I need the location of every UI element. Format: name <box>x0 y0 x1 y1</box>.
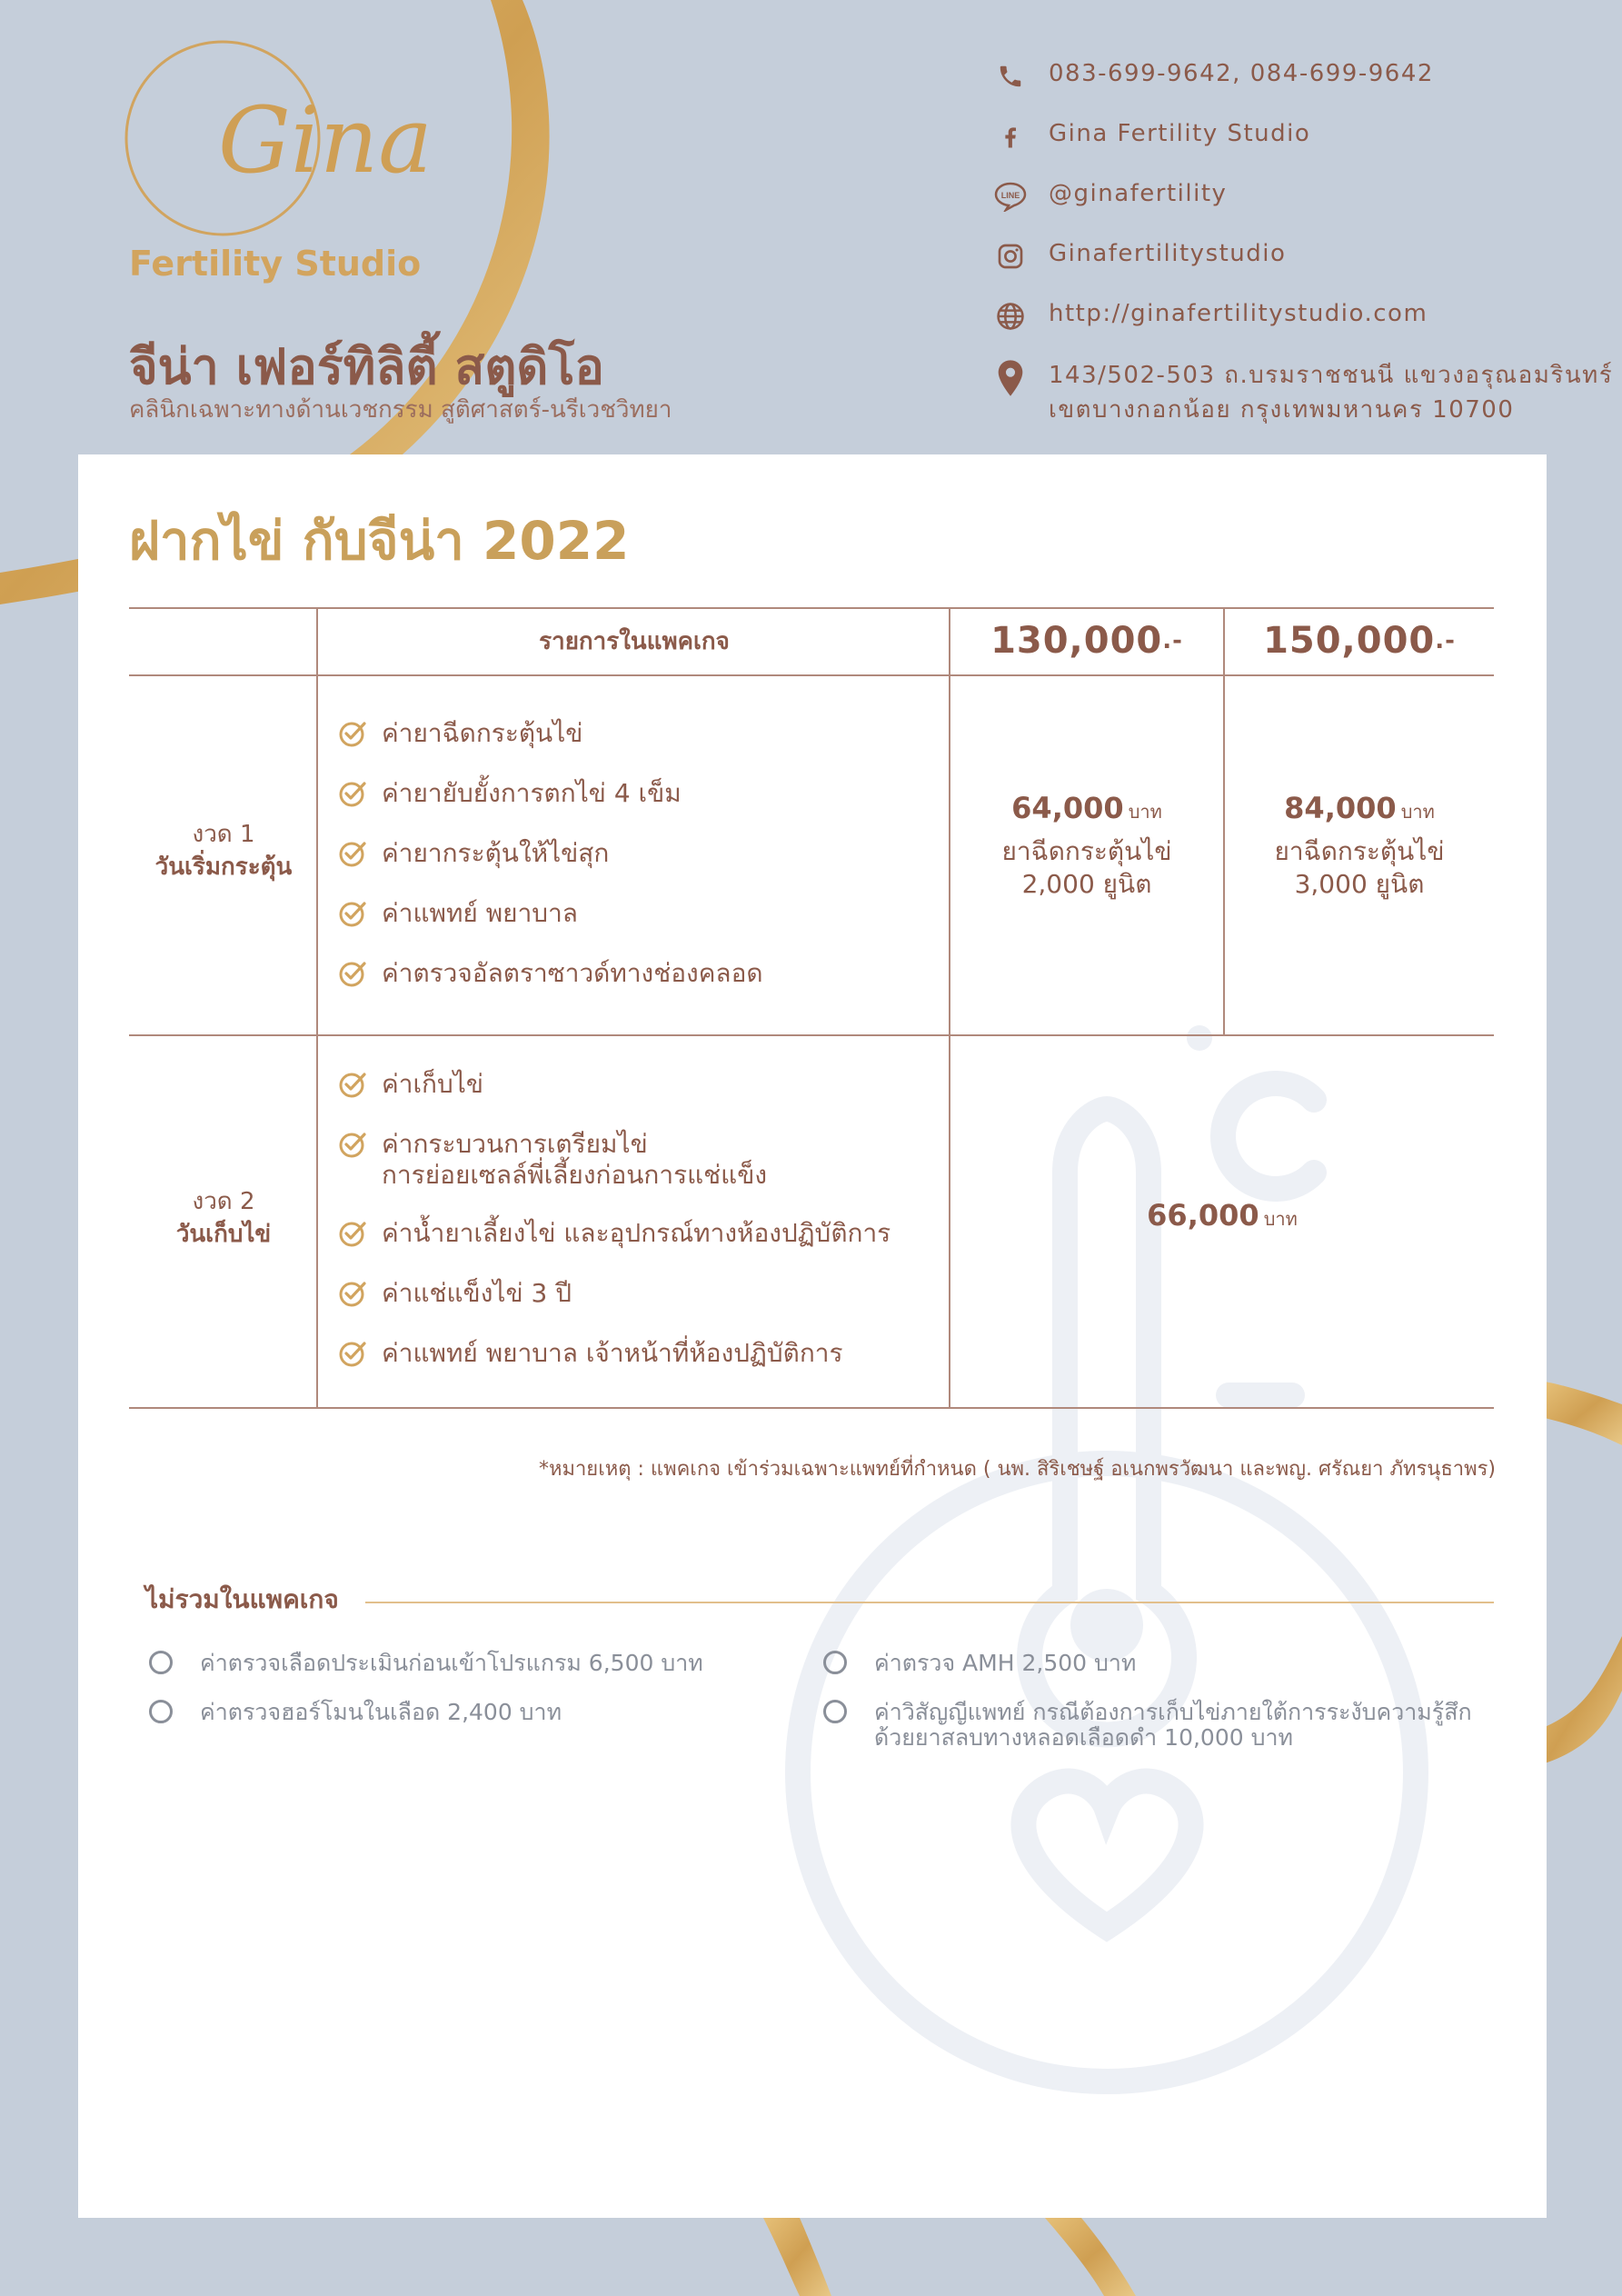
excluded-item: ค่าตรวจเลือดประเมินก่อนเข้าโปรแกรม 6,500 บาท <box>149 1651 703 1676</box>
table-header-items: รายการในแพคเกจ <box>539 627 730 655</box>
list-item: ค่ากระบวนการเตรียมไข่ การย่อยเซลล์พี่เลี้ยงก่อนการแช่แข็ง <box>338 1129 767 1191</box>
check-circle-icon <box>338 1339 367 1368</box>
list-item: ค่าตรวจอัลตราซาวด์ทางช่องคลอด <box>338 958 763 989</box>
excluded-divider <box>365 1602 1494 1603</box>
instagram-text: Ginafertilitystudio <box>1049 240 1287 267</box>
row-label-installment-1: งวด 1 วันเริ่มกระตุ้น <box>154 821 293 881</box>
circle-bullet-icon <box>823 1651 847 1674</box>
logo-subtitle: Fertility Studio <box>129 244 422 284</box>
address-line-1: 143/502-503 ถ.บรมราชชนนี แขวงอรุณอมรินทร์ <box>1049 362 1614 389</box>
check-circle-icon <box>338 1219 367 1248</box>
list-item: ค่าแช่แข็งไข่ 3 ปี <box>338 1278 572 1309</box>
contact-line <box>990 176 1227 216</box>
facebook-icon <box>990 116 1030 156</box>
check-circle-icon <box>338 959 367 988</box>
instagram-icon <box>990 236 1030 276</box>
svg-text:LINE: LINE <box>1000 191 1020 200</box>
circle-bullet-icon <box>823 1700 847 1723</box>
table-rule <box>129 1407 1494 1409</box>
package-price-130000: 130,000 .- <box>990 620 1183 662</box>
list-item: ค่าแพทย์ พยาบาล เจ้าหน้าที่ห้องปฏิบัติการ <box>338 1338 843 1369</box>
check-circle-icon <box>338 1130 367 1159</box>
logo-script-text: Gina <box>218 87 433 194</box>
gina-logo <box>109 36 433 300</box>
brand-name-thai: จีน่า เฟอร์ทิลิตี้ สตูดิโอ <box>129 338 604 395</box>
list-item: ค่าน้ำยาเลี้ยงไข่ และอุปกรณ์ทางห้องปฏิบัติการ <box>338 1218 891 1249</box>
table-rule <box>129 674 1494 676</box>
location-pin-icon <box>990 358 1030 398</box>
facebook-text: Gina Fertility Studio <box>1049 120 1311 147</box>
thermometer-watermark-icon <box>78 454 1547 2218</box>
check-circle-icon <box>338 899 367 928</box>
list-item: ค่ายายับยั้งการตกไข่ 4 เข็ม <box>338 778 682 809</box>
package-price-150000: 150,000 .- <box>1263 620 1456 662</box>
contact-website[interactable] <box>990 296 1428 336</box>
excluded-item: ค่าตรวจฮอร์โมนในเลือด 2,400 บาท <box>149 1700 562 1725</box>
installment-1-price-a: 64,000 บาท ยาฉีดกระตุ้นไข่ 2,000 ยูนิต <box>1001 791 1172 899</box>
check-circle-icon <box>338 779 367 808</box>
page-title: ฝากไข่ กับจีน่า 2022 <box>129 510 630 572</box>
check-circle-icon <box>338 1279 367 1308</box>
phone-icon <box>990 56 1030 96</box>
installment-2-price: 66,000 บาท <box>1147 1198 1298 1233</box>
brand-tagline: คลินิกเฉพาะทางด้านเวชกรรม สูติศาสตร์-นรีเวชวิทยา <box>129 396 672 424</box>
list-item: ค่าเก็บไข่ <box>338 1069 483 1100</box>
address-line-2: เขตบางกอกน้อย กรุงเทพมหานคร 10700 <box>1049 396 1515 424</box>
list-item: ค่ายากระตุ้นให้ไข่สุก <box>338 838 609 869</box>
phone-text: 083-699-9642, 084-699-9642 <box>1049 60 1434 87</box>
row-label-installment-2: งวด 2 วันเก็บไข่ <box>175 1188 272 1248</box>
check-circle-icon <box>338 839 367 868</box>
list-item: ค่ายาฉีดกระตุ้นไข่ <box>338 718 582 749</box>
table-rule <box>949 607 950 1409</box>
contact-facebook <box>990 116 1310 156</box>
list-item: ค่าแพทย์ พยาบาล <box>338 898 578 929</box>
contact-address <box>990 358 1613 427</box>
table-rule <box>129 1034 1494 1036</box>
package-note: *หมายเหตุ : แพคเกจ เข้าร่วมเฉพาะแพทย์ที่กำหนด ( นพ. สิริเชษฐ์ อเนกพรวัฒนา และพญ. ศรัณยา ภัทรนุธาพร) <box>538 1458 1496 1481</box>
line-text: @ginafertility <box>1049 180 1228 207</box>
circle-bullet-icon <box>149 1700 173 1723</box>
globe-icon <box>990 296 1030 336</box>
package-card <box>78 454 1547 2218</box>
excluded-item: ค่าวิสัญญีแพทย์ กรณีต้องการเก็บไข่ภายใต้การระงับความรู้สึก ด้วยยาสลบทางหลอดเลือดดำ 10,000 บาท <box>823 1700 1472 1751</box>
table-rule <box>316 607 318 1409</box>
excluded-section-title: ไม่รวมในแพคเกจ <box>145 1584 339 1614</box>
check-circle-icon <box>338 1070 367 1099</box>
website-link[interactable]: http://ginafertilitystudio.com <box>1049 300 1428 327</box>
check-circle-icon <box>338 719 367 748</box>
excluded-item: ค่าตรวจ AMH 2,500 บาท <box>823 1651 1136 1676</box>
circle-bullet-icon <box>149 1651 173 1674</box>
contact-instagram <box>990 236 1286 276</box>
line-icon <box>990 176 1030 216</box>
installment-1-price-b: 84,000 บาท ยาฉีดกระตุ้นไข่ 3,000 ยูนิต <box>1274 791 1445 899</box>
contact-phone <box>990 56 1434 96</box>
